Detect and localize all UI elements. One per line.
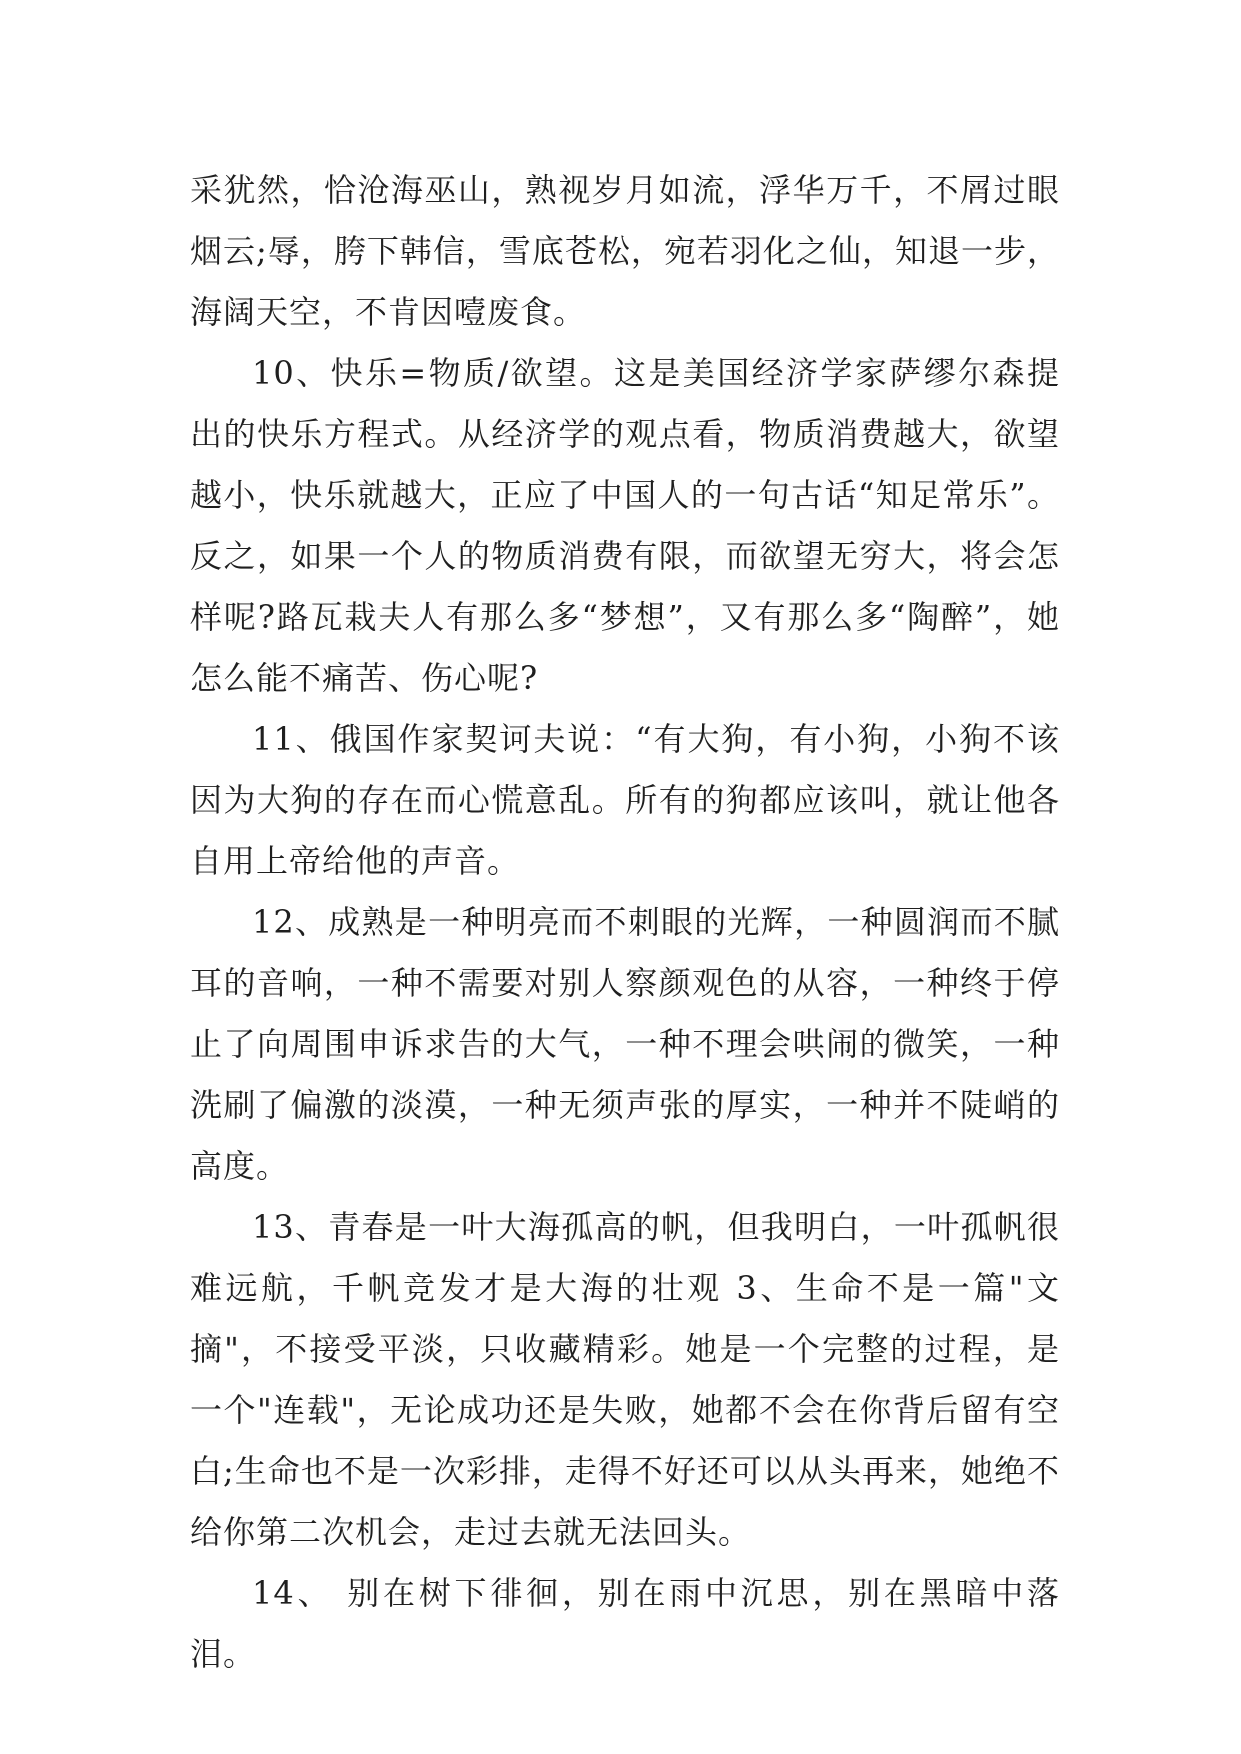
- paragraph-13-youth-and-life: 13、青春是一叶大海孤高的帆，但我明白，一叶孤帆很难远航，千帆竞发才是大海的壮观 3、生命不是一篇"文摘"，不接受平淡，只收藏精彩。她是一个完整的过程，是一个"连载"，无论成功还是失败，她都不会在你背后留有空白;生命也不是一次彩排，走得不好还可以从头再来，她绝不给你第二次机会，走过去就无法回头。: [190, 1208, 1060, 1551]
- paragraph-12-maturity: 12、成熟是一种明亮而不刺眼的光辉，一种圆润而不腻耳的音响，一种不需要对别人察颜观色的从容，一种终于停止了向周围申诉求告的大气，一种不理会哄闹的微笑，一种洗刷了偏激的淡漠，一种无须声张的厚实，一种并不陡峭的高度。: [190, 903, 1060, 1185]
- paragraph-10-happiness-equation: 10、快乐=物质/欲望。这是美国经济学家萨缪尔森提出的快乐方程式。从经济学的观点看，物质消费越大，欲望越小，快乐就越大，正应了中国人的一句古话“知足常乐”。反之，如果一个人的物质消费有限，而欲望无穷大，将会怎样呢?路瓦栽夫人有那么多“梦想”，又有那么多“陶醉”，她怎么能不痛苦、伤心呢?: [190, 354, 1060, 697]
- paragraph-14-dont-linger: 14、 别在树下徘徊，别在雨中沉思，别在黑暗中落泪。: [190, 1574, 1060, 1673]
- paragraph-11-chekhov-quote: 11、俄国作家契诃夫说：“有大狗，有小狗，小狗不该因为大狗的存在而心慌意乱。所有的狗都应该叫，就让他各自用上帝给他的声音。: [190, 720, 1060, 880]
- paragraph-continuation: 采犹然，恰沧海巫山，熟视岁月如流，浮华万千，不屑过眼烟云;辱，胯下韩信，雪底苍松，宛若羽化之仙，知退一步，海阔天空，不肯因噎废食。: [190, 171, 1060, 331]
- document-body: [190, 160, 1060, 1685]
